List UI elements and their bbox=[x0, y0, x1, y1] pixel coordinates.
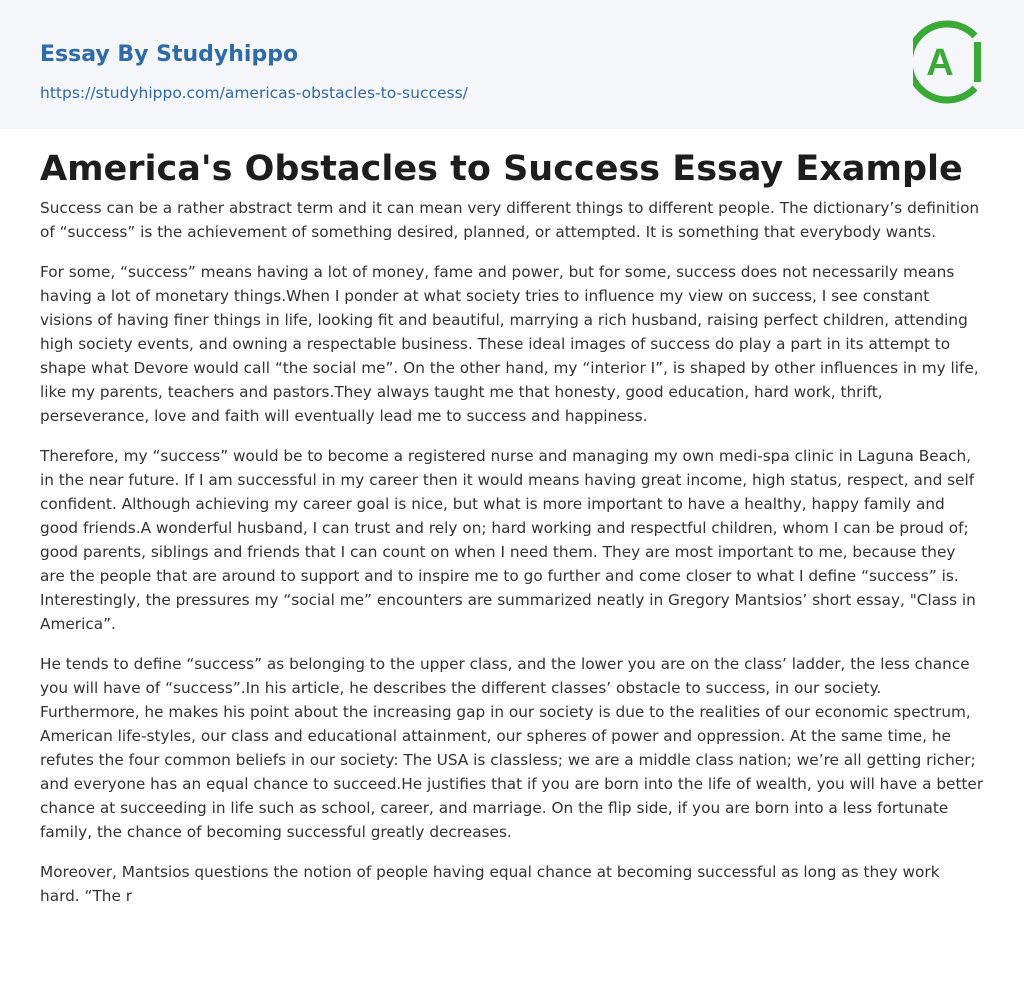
essay-paragraph: Moreover, Mantsios questions the notion of people having equal chance at becoming successful as long as they work hard. “The r bbox=[40, 863, 940, 905]
studyhippo-logo-icon[interactable] bbox=[913, 20, 985, 104]
page-title: America's Obstacles to Success Essay Example bbox=[40, 149, 963, 189]
essay-paragraph: Therefore, my “success” would be to become a registered nurse and managing my own medi-spa clinic in Laguna Beach, in the near future. If I am successful in my career then it would means having great income, high status, respect, and self confident. Although achieving my career goal is nice, but what is more important to have a healthy, happy family and good friends.A wonderful husband, I can trust and rely on; hard working and respectful children, whom I can be proud of; good parents, siblings and friends that I can count on when I need them. They are most important to me, because they are the people that are around to support and to inspire me to go further and come closer to what I define “success” is. Interestingly, the pressures my “social me” encounters are summarized neatly in Gregory Mantsios’ short essay, "Class in America”. bbox=[40, 447, 976, 633]
svg-text:A: A bbox=[926, 42, 954, 84]
article bbox=[0, 129, 1024, 908]
essay-paragraph: He tends to define “success” as belonging to the upper class, and the lower you are on the class’ ladder, the less chance you will have of “success”.In his article, he describes the different classes’ obstacle to success, in our society. Furthermore, he makes his point about the increasing gap in our society is due to the realities of our economic spectrum, American life-styles, our class and educational attainment, our spheres of power and oppression. At the same time, he refutes the four common beliefs in our society: The USA is classless; we are a middle class nation; we’re all getting richer; and everyone has an equal chance to succeed.He justifies that if you are born into the life of wealth, you will have a better chance at succeeding in life such as school, career, and marriage. On the flip side, if you are born into a less fortunate family, the chance of becoming successful greatly decreases. bbox=[40, 655, 984, 841]
source-url-link[interactable]: https://studyhippo.com/americas-obstacles-to-success/ bbox=[40, 84, 468, 102]
brand-name: Essay By Studyhippo bbox=[40, 42, 299, 67]
site-header bbox=[0, 0, 1024, 129]
essay-paragraph: Success can be a rather abstract term and it can mean very different things to different people. The dictionary’s definition of “success” is the achievement of something desired, planned, or attempted. It is something that everybody wants. bbox=[40, 199, 980, 241]
essay-paragraph: For some, “success” means having a lot of money, fame and power, but for some, success does not necessarily means having a lot of monetary things.When I ponder at what society tries to influence my view on success, I see constant visions of having finer things in life, looking fit and beautiful, marrying a rich husband, raising perfect children, attending high society events, and owning a respectable business. These ideal images of success do play a part in its attempt to shape what Devore would call “the social me”. On the other hand, my “interior I”, is shaped by other influences in my life, like my parents, teachers and pastors.They always taught me that honesty, good education, hard work, thrift, perseverance, love and faith will eventually lead me to success and happiness. bbox=[40, 263, 979, 425]
